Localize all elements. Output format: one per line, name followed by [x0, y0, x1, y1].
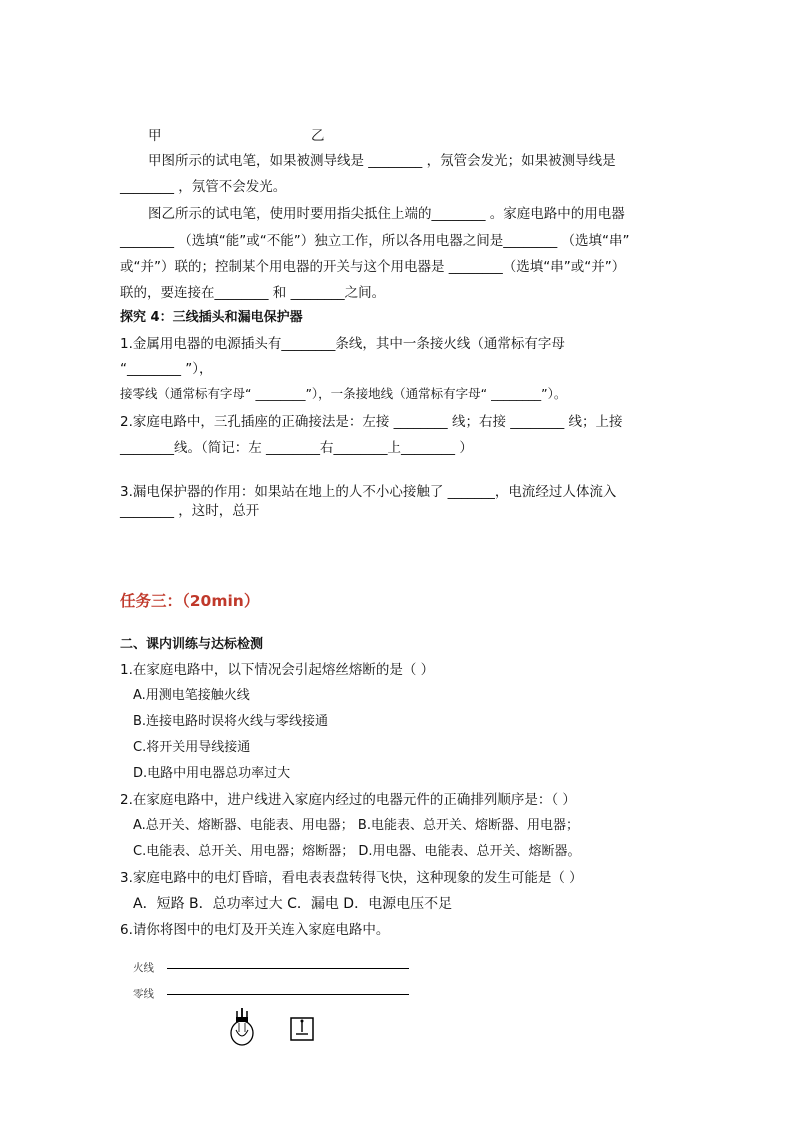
label-jia: 甲: [148, 128, 162, 144]
live-wire-label: 火线: [133, 962, 154, 974]
live-wire: [167, 968, 409, 969]
section2-q1: 1.在家庭电路中，以下情况会引起熔丝熔断的是（ ）: [120, 662, 435, 678]
explore4-q2-line-1: 2.家庭电路中，三孔插座的正确接法是：左接 ________ 线；右接 ________ 线；上接: [120, 414, 623, 430]
light-bulb-icon: [226, 1008, 258, 1048]
section2-q2: 2.在家庭电路中，进户线进入家庭内经过的电器元件的正确排列顺序是：（ ）: [120, 792, 576, 808]
explore4-q2-line-2: ________线。（简记：左 ________右________上________ ）: [120, 440, 473, 456]
explore4-q3-line-1: 3.漏电保护器的作用：如果站在地上的人不小心接触了 _______，电流经过人体流入: [120, 484, 617, 500]
task3-title: 任务三：（20min）: [120, 592, 260, 610]
q2-options-line-2: C.电能表、总开关、用电器；熔断器； D.用电器、电能表、总开关、熔断器。: [133, 844, 581, 859]
section2-q6: 6.请你将图中的电灯及开关连入家庭电路中。: [120, 922, 390, 938]
neutral-wire: [167, 994, 409, 995]
explore4-heading: 探究 4：三线插头和漏电保护器: [120, 310, 303, 325]
paragraph-2-line-4: 联的，要连接在________ 和 ________之间。: [120, 285, 386, 301]
paragraph-2-line-3: 或“并”）联的；控制某个用电器的开关与这个用电器是 ________（选填“串”或“并”）: [120, 259, 626, 275]
paragraph-1-line-1: 甲图所示的试电笔，如果被测导线是 ________ ，氖管会发光；如果被测导线是: [148, 153, 616, 169]
label-yi: 乙: [311, 128, 325, 144]
section2-heading: 二、课内训练与达标检测: [120, 637, 264, 652]
neutral-wire-label: 零线: [133, 988, 154, 1000]
switch-icon: [289, 1016, 315, 1042]
explore4-q1-line-2: “________ ”），: [120, 361, 213, 377]
explore4-q1-line-1: 1.金属用电器的电源插头有________条线，其中一条接火线（通常标有字母: [120, 336, 565, 352]
q1-option-b: B.连接电路时误将火线与零线接通: [133, 714, 329, 729]
section2-q3: 3.家庭电路中的电灯昏暗，看电表表盘转得飞快，这种现象的发生可能是（ ）: [120, 870, 583, 886]
explore4-q1-line-3: 接零线（通常标有字母“ ________”），一条接地线（通常标有字母“ ________”）。: [120, 386, 567, 401]
q3-options: A．短路 B．总功率过大 C．漏电 D．电源电压不足: [133, 896, 453, 912]
q1-option-d: D.电路中用电器总功率过大: [133, 766, 291, 781]
paragraph-2-line-1: 图乙所示的试电笔，使用时要用指尖抵住上端的________ 。家庭电路中的用电器: [148, 206, 625, 222]
explore4-q3-line-2: ________ ，这时，总开: [120, 503, 260, 519]
paragraph-1-line-2: ________ ，氖管不会发光。: [120, 179, 287, 195]
q1-option-c: C.将开关用导线接通: [133, 740, 251, 755]
q2-options-line-1: A.总开关、熔断器、电能表、用电器； B.电能表、总开关、熔断器、用电器；: [133, 818, 579, 833]
q1-option-a: A.用测电笔接触火线: [133, 688, 250, 703]
paragraph-2-line-2: ________ （选填“能”或“不能”）独立工作，所以各用电器之间是________ （选填“串”: [120, 233, 630, 249]
